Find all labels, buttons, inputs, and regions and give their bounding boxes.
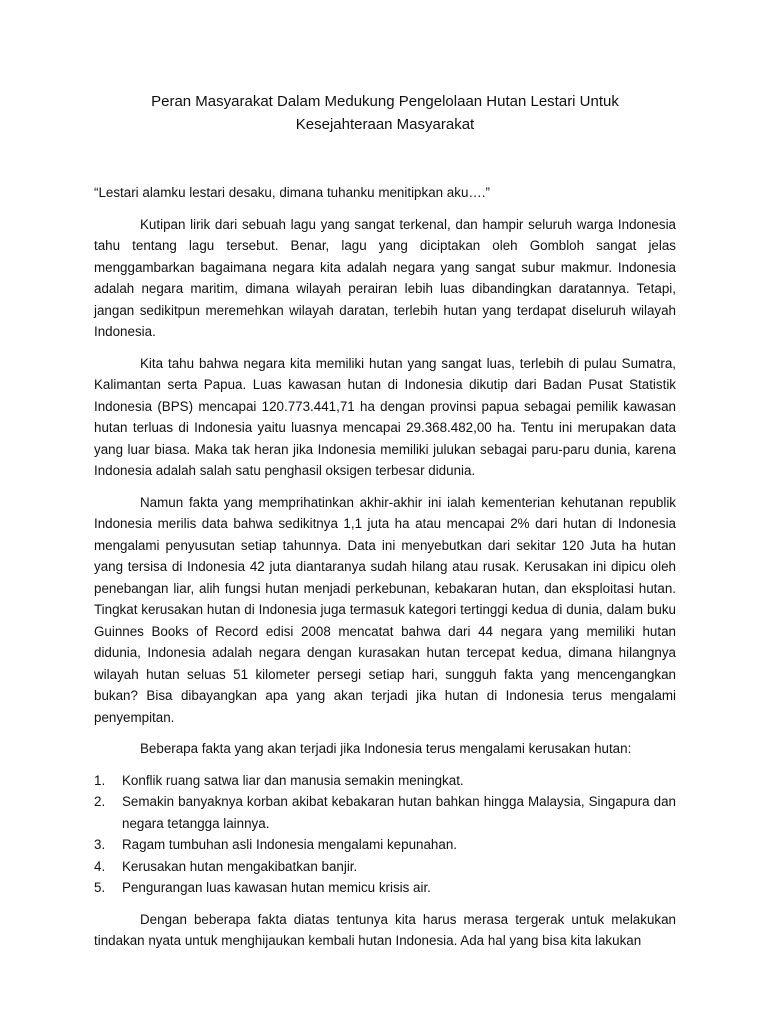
closing-paragraph: Dengan beberapa fakta diatas tentunya kita harus merasa tergerak untuk melakukan tindakan nyata untuk menghijaukan kembali hutan Indonesia. Ada hal yang bisa kita lakukan xyxy=(94,911,676,948)
list-item-number: 2. xyxy=(94,794,106,809)
list-item-number: 4. xyxy=(94,858,106,874)
list-item-number: 1. xyxy=(94,772,106,788)
list-item-text: Konflik ruang satwa liar dan manusia semakin meningkat. xyxy=(122,772,464,788)
opening-quote: “Lestari alamku lestari desaku, dimana tuhanku menitipkan aku….” xyxy=(94,185,490,200)
facts-list xyxy=(94,770,676,899)
list-item xyxy=(94,834,676,856)
document-body xyxy=(94,182,676,962)
list-item xyxy=(94,877,676,899)
title-line-1: Peran Masyarakat Dalam Medukung Pengelolaan Hutan Lestari Untuk xyxy=(151,93,619,110)
document-title xyxy=(94,90,676,136)
list-item-number: 3. xyxy=(94,837,106,852)
paragraph-3: Namun fakta yang memprihatinkan akhir-akhir ini ialah kementerian kehutanan republik Indonesia merilis data bahwa sedikitnya 1,1 juta ha atau mencapai 2% dari hutan di Indonesia mengalami penyusutan setiap tahunnya. Data ini menyebutkan dari sekitar 120 Juta ha hutan yang tersisa di Indonesia 42 juta diantaranya sudah hilang atau rusak. Kerusakan ini dipicu oleh penebangan liar, alih fungsi hutan menjadi perkebunan, kebakaran hutan, dan eksploitasi hutan. Tingkat kerusakan hutan di Indonesia juga termasuk kategori tertinggi kedua di dunia, dalam buku Guinnes Books of Record edisi 2008 mencatat bahwa dari 44 negara yang memiliki hutan didunia, Indonesia adalah negara dengan kurasakan hutan tercepat kedua, dimana hilangnya wilayah hutan seluas 51 kilometer persegi setiap hari, sungguh fakta yang mencengangkan bukan? Bisa dibayangkan apa yang akan terjadi jika hutan di Indonesia terus mengalami penyempitan. xyxy=(94,494,676,725)
list-item-text: Kerusakan hutan mengakibatkan banjir. xyxy=(122,858,358,874)
paragraph-1: Kutipan lirik dari sebuah lagu yang sangat terkenal, dan hampir seluruh warga Indonesia tahu tentang lagu tersebut. Benar, lagu yang diciptakan oleh Gombloh sangat jelas menggambarkan bagaimana negara kita adalah negara yang sangat subur makmur. Indonesia adalah negara maritim, dimana wilayah perairan lebih luas dibandingkan daratannya. Tetapi, jangan sedikitpun meremehkan wilayah daratan, terlebih hutan yang terdapat diseluruh wilayah Indonesia. xyxy=(94,216,676,339)
list-item xyxy=(94,856,676,878)
list-item-text: Ragam tumbuhan asli Indonesia mengalami kepunahan. xyxy=(122,837,457,852)
list-item-text: Pengurangan luas kawasan hutan memicu krisis air. xyxy=(122,880,431,895)
title-line-2: Kesejahteraan Masyarakat xyxy=(295,116,475,133)
list-item-number: 5. xyxy=(94,880,106,895)
list-item xyxy=(94,791,676,834)
facts-intro: Beberapa fakta yang akan terjadi jika Indonesia terus mengalami kerusakan hutan: xyxy=(140,741,632,756)
paragraph-2: Kita tahu bahwa negara kita memiliki hutan yang sangat luas, terlebih di pulau Sumatra, Kalimantan serta Papua. Luas kawasan hutan di Indonesia dikutip dari Badan Pusat Statistik Indonesia (BPS) mencapai 120.773.441,71 ha dengan provinsi papua sebagai pemilik kawasan hutan terluas di Indonesia yaitu luasnya mencapai 29.368.482,00 ha. Tentu ini merupakan data yang luar biasa. Maka tak heran jika Indonesia memiliki julukan sebagai paru-paru dunia, karena Indonesia adalah salah satu penghasil oksigen terbesar didunia. xyxy=(94,355,676,478)
list-item-text: Semakin banyaknya korban akibat kebakaran hutan bahkan hingga Malaysia, Singapura dan negara tetangga lainnya. xyxy=(122,794,676,831)
list-item xyxy=(94,770,676,792)
